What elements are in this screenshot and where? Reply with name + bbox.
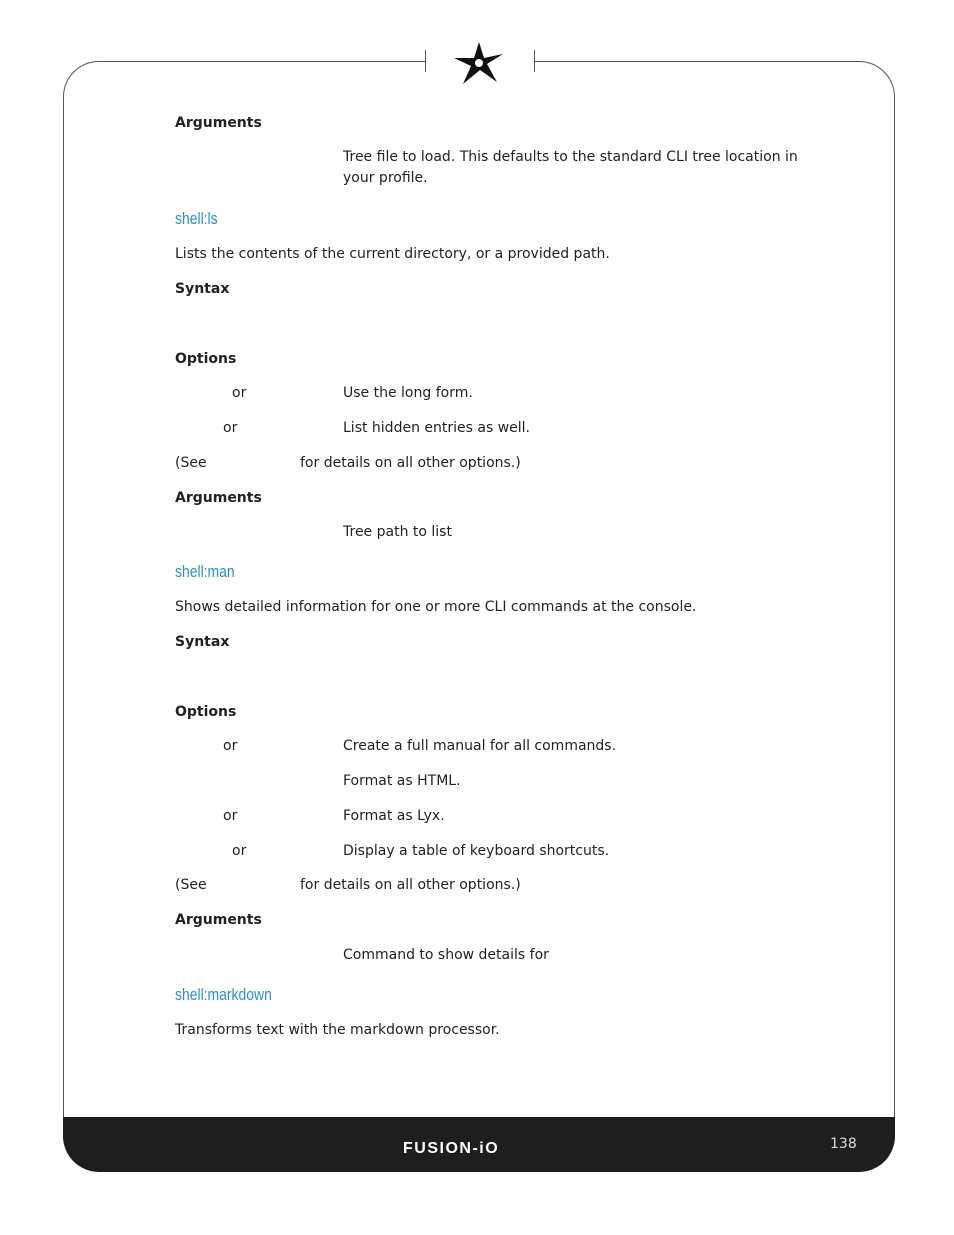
option-or: or bbox=[223, 738, 238, 754]
option-or: or bbox=[223, 420, 238, 436]
page-number: 138 bbox=[830, 1136, 857, 1152]
argument-description: Command to show details for bbox=[343, 947, 549, 963]
option-or: or bbox=[232, 843, 247, 859]
frame-tick-left bbox=[425, 50, 426, 72]
option-or: or bbox=[223, 808, 238, 824]
argument-description: Tree file to load. This defaults to the standard CLI tree location in your profile. bbox=[343, 149, 798, 186]
section-heading-arguments: Arguments bbox=[175, 115, 262, 131]
section-heading-options: Options bbox=[175, 704, 237, 720]
command-title-shell-markdown: shell:markdown bbox=[175, 985, 272, 1004]
see-note-prefix: (See bbox=[175, 455, 207, 471]
option-description: Format as HTML. bbox=[343, 773, 461, 789]
section-heading-syntax: Syntax bbox=[175, 281, 230, 297]
option-description: Display a table of keyboard shortcuts. bbox=[343, 843, 610, 859]
see-note-suffix: for details on all other options.) bbox=[300, 877, 521, 893]
command-description: Lists the contents of the current directory, or a provided path. bbox=[175, 246, 610, 262]
see-note-suffix: for details on all other options.) bbox=[300, 455, 521, 471]
frame-tick-right bbox=[534, 50, 535, 72]
option-description: List hidden entries as well. bbox=[343, 420, 530, 436]
fusion-io-brand-logo bbox=[403, 1136, 555, 1158]
option-description: Format as Lyx. bbox=[343, 808, 445, 824]
command-description: Transforms text with the markdown processor. bbox=[175, 1022, 500, 1038]
command-description: Shows detailed information for one or more CLI commands at the console. bbox=[175, 599, 697, 615]
see-note-prefix: (See bbox=[175, 877, 207, 893]
section-heading-options: Options bbox=[175, 351, 237, 367]
section-heading-syntax: Syntax bbox=[175, 634, 230, 650]
command-title-shell-ls: shell:ls bbox=[175, 209, 218, 228]
section-heading-arguments: Arguments bbox=[175, 912, 262, 928]
option-description: Use the long form. bbox=[343, 385, 473, 401]
option-description: Create a full manual for all commands. bbox=[343, 738, 617, 754]
argument-description: Tree path to list bbox=[343, 524, 452, 540]
option-or: or bbox=[232, 385, 247, 401]
svg-text:FUSION-iO: FUSION-iO bbox=[403, 1140, 500, 1157]
command-title-shell-man: shell:man bbox=[175, 562, 235, 581]
fusion-io-star-logo-icon bbox=[451, 40, 507, 86]
section-heading-arguments: Arguments bbox=[175, 490, 262, 506]
